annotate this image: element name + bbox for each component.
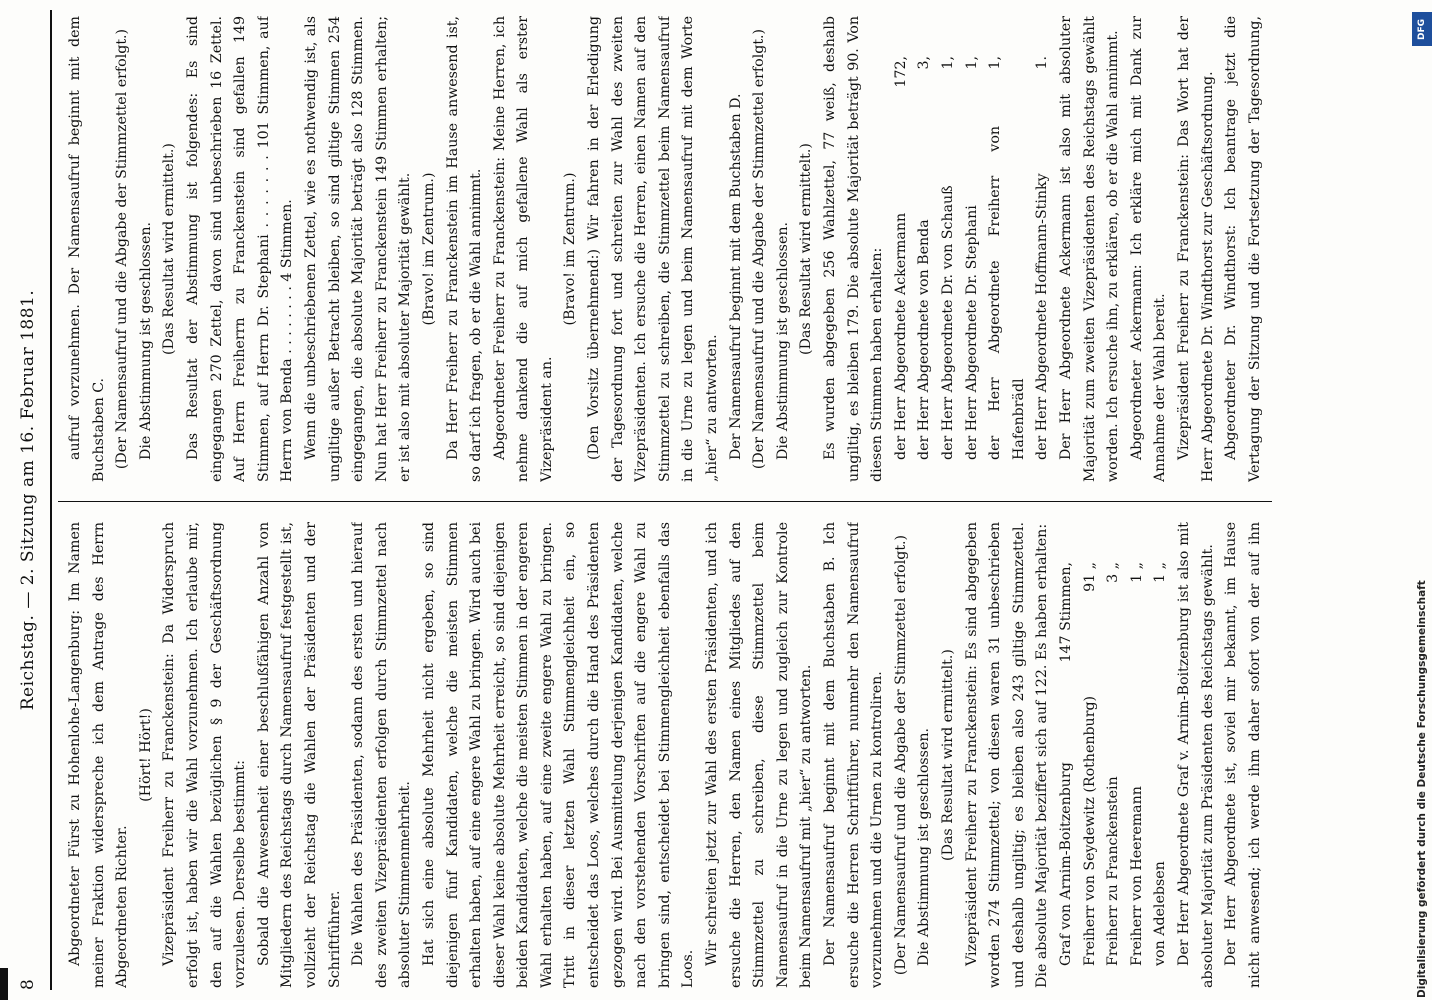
paragraphs: (Der Namensaufruf und die Abgabe der Stimmzettel erfolgt.) xyxy=(892,534,909,976)
right-column xyxy=(64,16,1264,482)
vote-row xyxy=(1055,522,1079,966)
rotated-page-content xyxy=(10,10,1390,990)
paragraphs_after: Abgeordneter Dr. Windthorst: Ich beantrage jetzt die Vertagung der Sitzung und die Fortsetzung der Tagesordnung, xyxy=(1223,16,1263,482)
paragraphs: Der Namensaufruf beginnt mit dem Buchstaben D. xyxy=(727,93,744,460)
vote-name: Freiherr zu Franckenstein xyxy=(1105,776,1122,966)
paragraphs: Es wurden abgegeben 256 Wahlzettel, 77 weiß, deshalb ungiltig, es bleiben 179. Die absolute Majorität beträgt 90. Von diesen Stimmen haben erhalten: xyxy=(822,16,886,482)
vote-count: 91 „ xyxy=(1081,562,1098,592)
paragraphs: aufruf vorzunehmen. Der Namensaufruf beginnt mit dem Buchstaben C. xyxy=(67,16,107,482)
vote-row xyxy=(937,16,961,460)
page-number: 8 xyxy=(18,978,38,990)
vote-row xyxy=(984,16,1031,460)
vote-name: der Herr Abgeordnete von Benda xyxy=(916,219,933,460)
paragraphs: Die Wahlen des Präsidenten, sodann des ersten und hierauf des zweiten Vizepräsidenten erfolgen durch Stimmzettel nach absoluter Stimmenmehrheit. xyxy=(350,522,414,988)
digitization-note: Digitalisierung gefördert durch die Deutsche Forschungsgemeinschaft xyxy=(1416,580,1428,998)
paragraphs: Wir schreiten jetzt zur Wahl des ersten Präsidenten, und ich ersuche die Herren, den Namen eines Mitgliedes auf den Stimmzettel zu schreiben, diese Stimmzettel beim Namensaufruf in die Urne zu legen und zugleich zur Kontrole beim Namensaufruf mit „hier“ zu antworten. xyxy=(704,522,815,988)
paragraphs_after: Der Herr Abgeordnete Ackermann ist also mit absoluter Majorität zum zweiten Vizepräsidenten des Reichstags gewählt worden. Ich ersuche ihn, zu erklären, ob er die Wahl annimmt. xyxy=(1057,16,1122,482)
paragraphs: (Der Namensaufruf und die Abgabe der Stimmzettel erfolgt.) xyxy=(114,28,131,470)
vote-name: der Herr Abgeordnete Freiherr von Hafenbrädl xyxy=(987,126,1027,460)
page-header xyxy=(10,10,50,990)
paragraphs: (Den Vorsitz übernehmend:) Wir fahren in der Erledigung der Tagesordnung fort und schreiten zur Wahl des zweiten Vizepräsidenten. Ich ersuche die Herren, einen Namen auf den Stimmzettel zu schreiben, die Stimmzettel beim Namensaufruf in die Urne zu legen und beim Namensaufruf mit dem Worte „hier“ zu antworten. xyxy=(586,16,721,482)
vote-name: der Herr Abgeordnete Ackermann xyxy=(892,212,909,460)
vote-row xyxy=(890,16,914,460)
dfg-logo: DFG xyxy=(1412,12,1432,46)
paragraphs: (Das Resultat wird ermittelt.) xyxy=(161,143,178,355)
paragraphs: Da Herr Freiherr zu Franckenstein im Hause anwesend ist, so darf ich fragen, ob er die Wahl annimmt. xyxy=(444,16,485,482)
scan-edge-mark xyxy=(0,968,8,1000)
vote-row xyxy=(913,16,937,460)
left-column xyxy=(64,522,1264,988)
vote-name: Graf von Arnim-Boitzenburg xyxy=(1057,762,1074,966)
paragraphs: Vizepräsident Freiherr zu Franckenstein: Es sind abgegeben worden 274 Stimmzettel; von diesen waren 31 unbeschrieben und deshalb ungiltig; es bleiben also 243 giltige Stimmzettel. Die absolute Majorität beziffert sich auf 122. Es haben erhalten: xyxy=(963,522,1051,988)
vote-results xyxy=(1055,522,1173,966)
paragraphs: Sobald die Anwesenheit einer beschlußfähigen Anzahl von Mitgliedern des Reichstags durch Namensaufruf festgestellt ist, vollzieht der Reichstag die Wahlen der Präsidenten und der Schriftführer. xyxy=(255,522,343,988)
column-divider xyxy=(58,501,1272,502)
paragraphs: (Bravo! im Zentrum.) xyxy=(420,172,437,326)
paragraphs: Vizepräsident Freiherr zu Franckenstein: Da Widerspruch erfolgt ist, haben wir die Wahl vorzunehmen. Ich erlaube mir, den auf die Wahlen bezüglichen § 9 der Geschäftsordnung vorzulesen. Derselbe bestimmt: xyxy=(161,522,249,988)
vote-name: von Adelebsen xyxy=(1152,861,1169,966)
vote-count: 1, xyxy=(987,56,1004,70)
vote-count: 1. xyxy=(1034,56,1051,70)
vote-row xyxy=(1079,522,1103,966)
running-title: Reichstag. — 2. Sitzung am 16. Februar 1881. xyxy=(18,289,38,711)
header-rule xyxy=(50,10,52,990)
vote-row xyxy=(1126,522,1150,966)
paragraphs: (Das Resultat wird ermittelt.) xyxy=(939,649,956,861)
paragraphs: Wenn die unbeschriebenen Zettel, wie es nothwendig ist, als ungiltige außer Betracht bleiben, so sind giltige Stimmen 254 eingegangen, die absolute Majorität beträgt also 128 Stimmen. Nun hat Herr Freiherr zu Franckenstein 149 Stimmen erhalten; er ist also mit absoluter Majorität gewählt. xyxy=(302,16,414,482)
paragraphs: Die Abstimmung ist geschlossen. xyxy=(916,728,933,966)
paragraphs: Die Abstimmung ist geschlossen. xyxy=(137,222,154,460)
paragraphs_after: Der Herr Abgeordnete ist, soviel mir bekannt, im Hause nicht anwesend; ich werde ihm daher sofort von der auf ihn xyxy=(1223,522,1263,988)
paragraphs_after: Abgeordneter Ackermann: Ich erkläre mich mit Dank zur Annahme der Wahl bereit. xyxy=(1128,16,1169,482)
vote-count: 3 „ xyxy=(1105,562,1122,583)
paragraphs: Abgeordneter Fürst zu Hohenlohe-Langenburg: Im Namen meiner Fraktion widerspreche ich dem Antrage des Herrn Abgeordneten Richter. xyxy=(67,522,131,988)
paragraphs: (Bravo! im Zentrum.) xyxy=(562,172,579,326)
vote-count: 1, xyxy=(939,56,956,70)
vote-row xyxy=(1102,522,1126,966)
paragraphs: Abgeordneter Freiherr zu Franckenstein: Meine Herren, ich nehme dankend die auf mich gefallene Wahl als erster Vizepräsident an. xyxy=(491,16,555,482)
vote-count: 147 Stimmen, xyxy=(1057,562,1074,663)
paragraphs: (Der Namensaufruf und die Abgabe der Stimmzettel erfolgt.) xyxy=(751,28,768,470)
vote-name: Freiherr von Heeremann xyxy=(1128,786,1145,966)
vote-count: 1 „ xyxy=(1128,562,1145,583)
vote-name: Freiherr von Seydewitz (Rothenburg) xyxy=(1081,695,1098,966)
vote-count: 1, xyxy=(963,56,980,70)
paragraphs_after: Vizepräsident Freiherr zu Franckenstein: Das Wort hat der Herr Abgeordnete Dr. Windthorst zur Geschäftsordnung. xyxy=(1175,16,1216,482)
vote-count: 172, xyxy=(892,56,909,88)
vote-count: 3, xyxy=(916,56,933,70)
vote-results xyxy=(890,16,1055,460)
vote-name: der Herr Abgeordnete Hoffmann-Stinky xyxy=(1034,173,1051,460)
paragraphs: Hat sich eine absolute Mehrheit nicht ergeben, so sind diejenigen fünf Kandidaten, welche die meisten Stimmen erhalten haben, auf eine engere Wahl zu bringen. Wird auch bei dieser Wahl keine absolute Mehrheit erreicht, so sind diejenigen beiden Kandidaten, welche die meisten Stimmen in der engeren Wahl erhalten haben, auf eine zweite engere Wahl zu bringen. Tritt in dieser letzten Wahl Stimmengleichheit ein, so entscheidet das Loos, welches durch die Hand des Präsidenten gezogen wird. Bei Ausmittelung derjenigen Kandidaten, welche nach den vorstehenden Vorschriften auf die engere Wahl zu bringen sind, entscheidet bei Stimmengleichheit ebenfalls das Loos. xyxy=(420,522,697,988)
paragraphs: Das Resultat der Abstimmung ist folgendes: Es sind eingegangen 270 Zettel, davon sind unbeschrieben 16 Zettel. Auf Herrn Freiherrn zu Franckenstein sind gefallen 149 Stimmen, auf Herrn Dr. Stephani . . . . . . . 101 Stimmen, auf Herrn von Benda . . . . . . . . 4 Stimmen. xyxy=(184,16,296,482)
paragraphs_after: Der Herr Abgeordnete Graf v. Arnim-Boitzenburg ist also mit absoluter Majorität zum Präsidenten des Reichstags gewählt. xyxy=(1175,522,1216,988)
vote-row xyxy=(961,16,985,460)
paragraphs: (Das Resultat wird ermittelt.) xyxy=(798,143,815,355)
paragraphs: Der Namensaufruf beginnt mit dem Buchstaben B. Ich ersuche die Herren Schriftführer, nunmehr den Namensaufruf vorzunehmen und die Urnen zu kontroliren. xyxy=(822,522,886,988)
vote-name: der Herr Abgeordnete Dr. Stephani xyxy=(963,205,980,460)
vote-row xyxy=(1149,522,1173,966)
vote-count: 1 „ xyxy=(1152,562,1169,583)
vote-name: der Herr Abgeordnete Dr. von Schauß xyxy=(939,185,956,460)
paragraphs: (Hört! Hört!) xyxy=(137,708,154,802)
paragraphs: Die Abstimmung ist geschlossen. xyxy=(774,222,791,460)
vote-row xyxy=(1031,16,1055,460)
